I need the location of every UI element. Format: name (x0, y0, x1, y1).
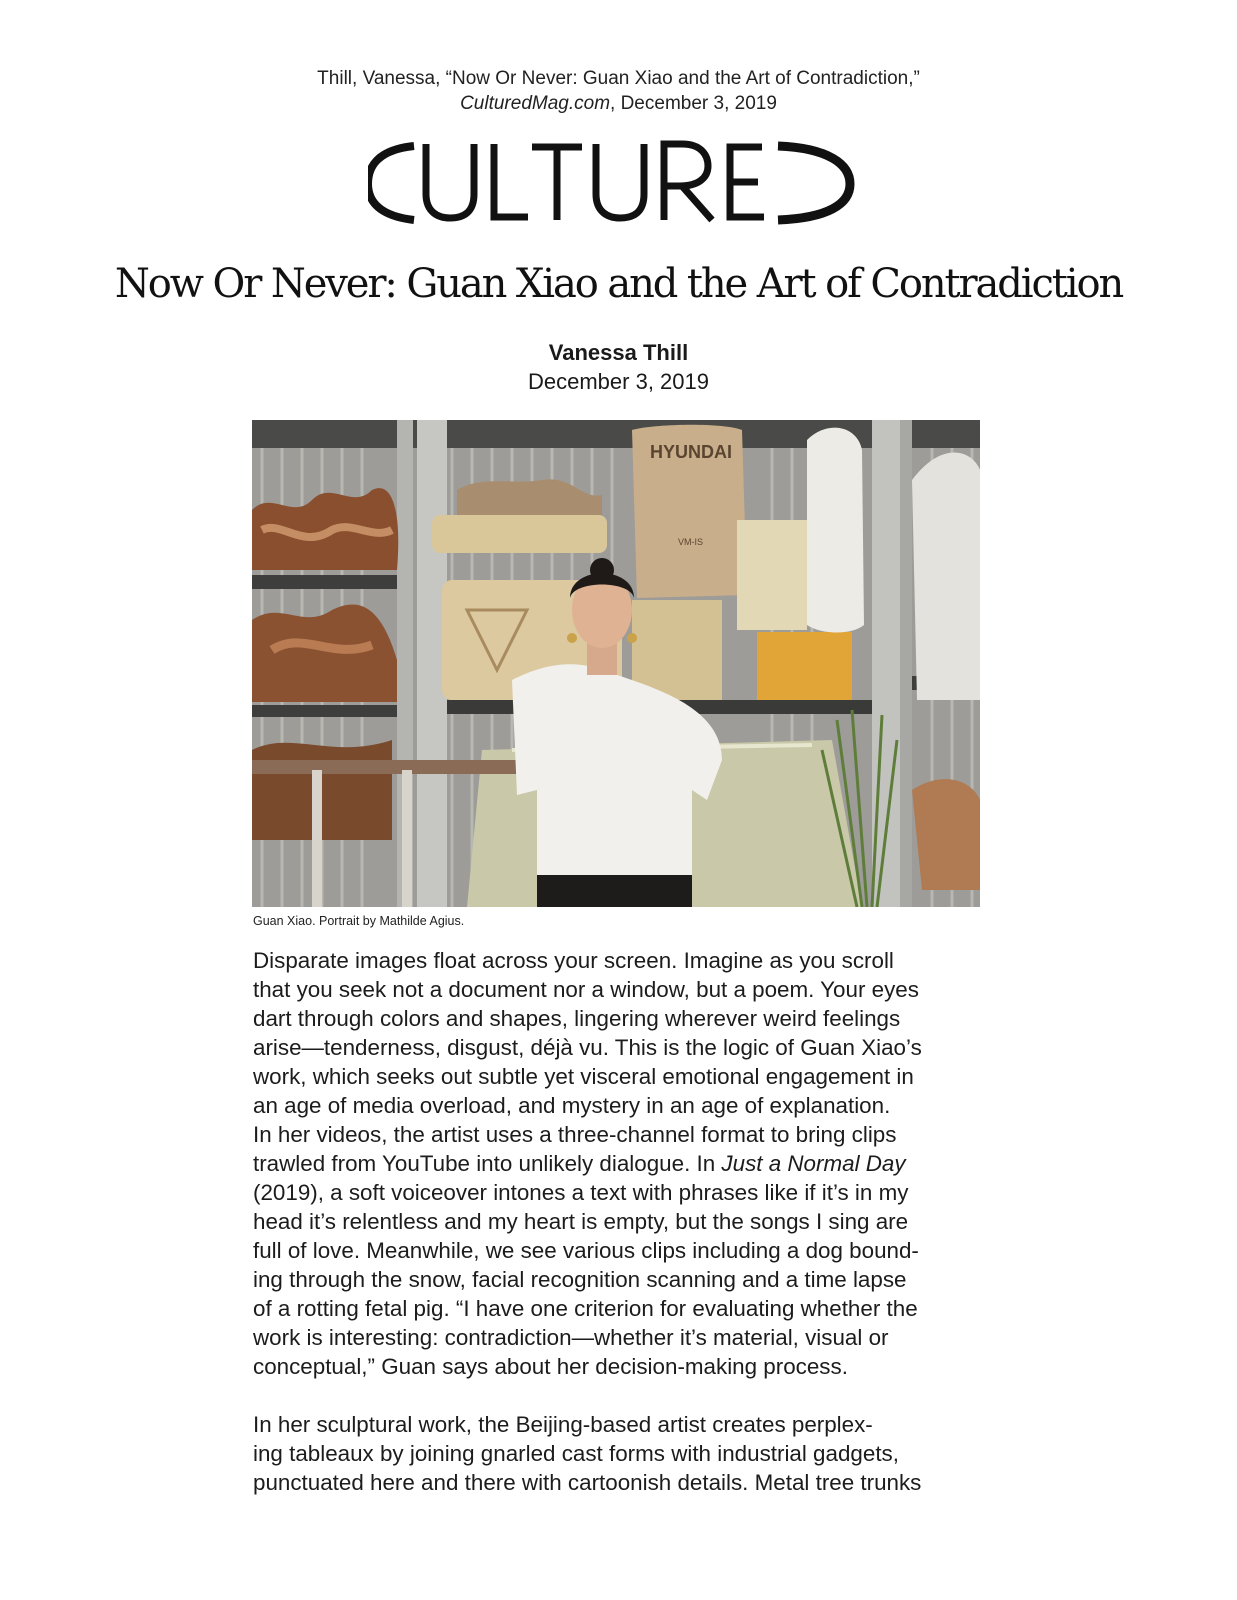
publish-date: December 3, 2019 (528, 369, 709, 394)
body-line: dart through colors and shapes, lingering wherever weird feelings (253, 1006, 901, 1031)
cultured-logo-graphic (368, 128, 868, 228)
body-line: In her videos, the artist uses a three-channel format to bring clips (253, 1122, 897, 1147)
paragraph-gap (253, 1381, 993, 1410)
article-title: Now Or Never: Guan Xiao and the Art of Contradiction (114, 261, 1123, 307)
citation (0, 66, 1237, 116)
body-line: Disparate images float across your screen. Imagine as you scroll (253, 948, 894, 973)
body-line: conceptual,” Guan says about her decision-making process. (253, 1354, 848, 1379)
citation-date: , December 3, 2019 (610, 93, 777, 114)
body-line-text: trawled from YouTube into unlikely dialogue. In (253, 1151, 722, 1176)
body-line: that you seek not a document nor a window, but a poem. Your eyes (253, 977, 919, 1002)
body-line: ing tableaux by joining gnarled cast forms with industrial gadgets, (253, 1441, 899, 1466)
citation-line-1: Thill, Vanessa, “Now Or Never: Guan Xiao and the Art of Contradiction,” (317, 68, 920, 89)
body-line: arise—tenderness, disgust, déjà vu. This is the logic of Guan Xiao’s (253, 1035, 922, 1060)
article-body (253, 946, 993, 1497)
portrait-photo (252, 420, 980, 907)
body-line: head it’s relentless and my heart is empty, but the songs I sing are (253, 1209, 909, 1234)
body-line: ing through the snow, facial recognition scanning and a time lapse (253, 1267, 907, 1292)
body-line: punctuated here and there with cartoonish details. Metal tree trunks (253, 1470, 922, 1495)
box-model-label: VM-IS (678, 537, 704, 547)
byline (0, 338, 1237, 396)
video-title: Just a Normal Day (721, 1151, 906, 1176)
body-line: full of love. Meanwhile, we see various clips including a dog bound- (253, 1238, 919, 1263)
body-line: of a rotting fetal pig. “I have one criterion for evaluating whether the (253, 1296, 918, 1321)
cultured-logo (368, 128, 868, 228)
citation-line-2 (0, 91, 1237, 116)
body-line: work, which seeks out subtle yet visceral emotional engagement in (253, 1064, 914, 1089)
citation-publication: CulturedMag.com (460, 93, 611, 114)
author-name: Vanessa Thill (548, 340, 689, 365)
body-line: work is interesting: contradiction—whether it’s material, visual or (253, 1325, 889, 1350)
photo-caption: Guan Xiao. Portrait by Mathilde Agius. (253, 914, 465, 928)
body-line: (2019), a soft voiceover intones a text with phrases like if it’s in my (253, 1180, 909, 1205)
box-brand-label: HYUNDAI (650, 442, 733, 462)
body-line (253, 1149, 993, 1178)
body-line: an age of media overload, and mystery in an age of explanation. (253, 1093, 891, 1118)
portrait-photo-graphic (252, 420, 980, 907)
body-line: In her sculptural work, the Beijing-based artist creates perplex- (253, 1412, 873, 1437)
